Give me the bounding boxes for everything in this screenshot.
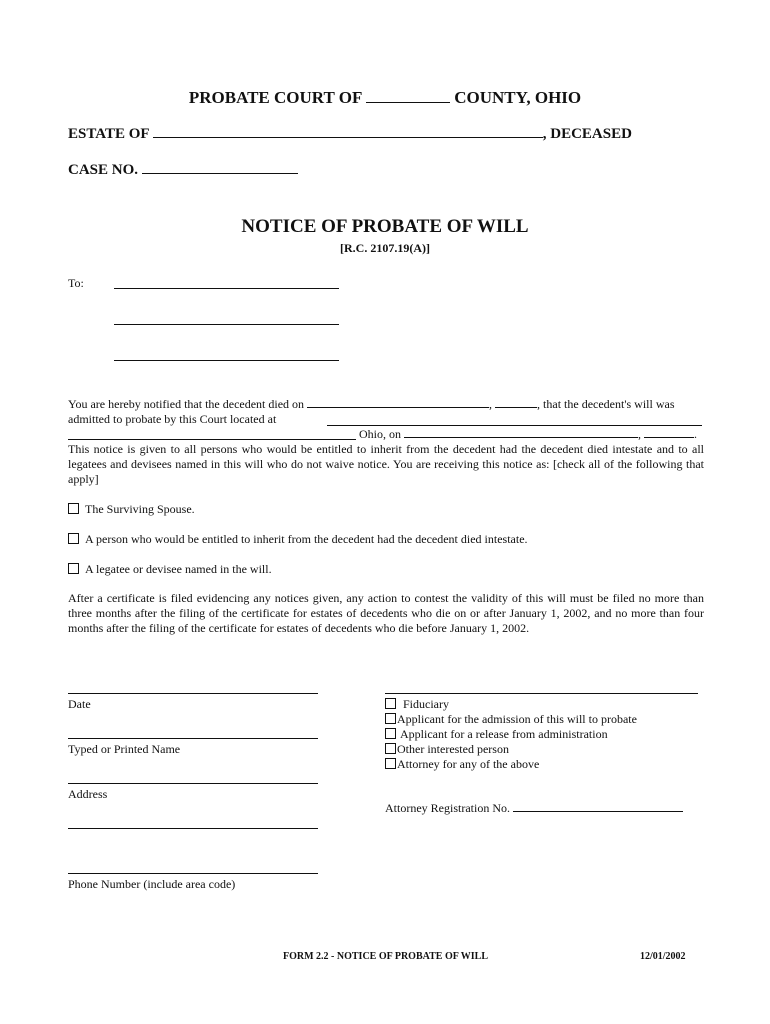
checkbox-attorney[interactable] <box>385 758 396 769</box>
checkbox-interested-person[interactable] <box>385 743 396 754</box>
role-row-applicant-admission[interactable] <box>385 712 637 727</box>
probate-date-label: Ohio, on <box>359 427 401 441</box>
notice-paragraph: This notice is given to all persons who would be entitled to inherit from the decedent had the decedent died intestate and to all legatees and devisees named in this will who do not waive notice. You are receiving this notice as: [check all of the following that apply] <box>68 442 704 486</box>
role-label-interested-person: Other interested person <box>397 742 509 756</box>
role-row-attorney[interactable] <box>385 757 539 772</box>
death-date-label: You are hereby notified that the decedent died on <box>68 397 305 411</box>
role-label-attorney: Attorney for any of the above <box>397 757 540 771</box>
footer-form-name: FORM 2.2 - NOTICE OF PROBATE OF WILL <box>283 951 489 962</box>
checkbox-label-legatee: A legatee or devisee named in the will. <box>85 562 272 576</box>
county-field[interactable] <box>366 102 450 103</box>
name-signature-line[interactable] <box>68 738 318 739</box>
case-line <box>68 162 298 179</box>
date-label: Date <box>68 697 91 711</box>
recipient-line-1[interactable] <box>114 288 339 289</box>
statute-reference: [R.C. 2107.19(A)] <box>340 241 430 255</box>
notice-line-1 <box>68 397 704 412</box>
notice-line-2 <box>68 412 276 427</box>
to-label: To: <box>68 276 84 290</box>
role-row-interested-person[interactable] <box>385 742 509 757</box>
checkbox-row-heir[interactable] <box>68 532 528 547</box>
checkbox-row-legatee[interactable] <box>68 562 272 577</box>
case-number-field[interactable] <box>142 173 298 174</box>
checkbox-legatee-devisee[interactable] <box>68 563 79 574</box>
estate-line <box>68 126 632 143</box>
death-year-field[interactable] <box>495 407 537 408</box>
estate-suffix: , DECEASED <box>542 126 632 142</box>
court-prefix: PROBATE COURT OF <box>188 88 362 107</box>
checkbox-row-spouse[interactable] <box>68 502 195 517</box>
case-label: CASE NO. <box>68 162 139 178</box>
probate-date-period: . <box>694 427 697 441</box>
checkbox-fiduciary[interactable] <box>385 698 396 709</box>
document-title: NOTICE OF PROBATE OF WILL <box>241 216 529 237</box>
date-signature-line[interactable] <box>68 693 318 694</box>
death-date-comma: , <box>489 397 493 411</box>
address-line-2[interactable] <box>68 828 318 829</box>
checkbox-surviving-spouse[interactable] <box>68 503 79 514</box>
probate-date-field[interactable] <box>404 437 638 438</box>
attorney-registration-field[interactable] <box>513 811 683 812</box>
role-row-fiduciary[interactable] <box>385 697 449 712</box>
estate-name-field[interactable] <box>153 137 543 138</box>
will-admitted-text: , that the decedent's will was <box>537 397 675 411</box>
name-label: Typed or Printed Name <box>68 742 181 756</box>
role-row-applicant-release[interactable] <box>385 727 608 742</box>
phone-label: Phone Number (include area code) <box>68 877 236 891</box>
probate-year-field[interactable] <box>644 437 694 438</box>
court-suffix: COUNTY, OHIO <box>454 88 582 107</box>
signer-signature-line[interactable] <box>385 693 698 694</box>
checkbox-applicant-release[interactable] <box>385 728 396 739</box>
estate-prefix: ESTATE OF <box>68 126 149 142</box>
checkbox-intestate-heir[interactable] <box>68 533 79 544</box>
footer-date: 12/01/2002 <box>640 951 686 962</box>
address-line-1[interactable] <box>68 783 318 784</box>
role-label-fiduciary: Fiduciary <box>403 697 449 711</box>
court-location-field-2[interactable] <box>68 439 356 440</box>
contest-paragraph: After a certificate is filed evidencing any notices given, any action to contest the validity of this will must be filed no more than three months after the filing of the certificate for estates of decedents who die on or after January 1, 2002, and no more than four months after the filing of the certificate for estates of decedents who die before January 1, 2002. <box>68 591 704 635</box>
phone-line[interactable] <box>68 873 318 874</box>
checkbox-label-heir: A person who would be entitled to inherit from the decedent had the decedent died intestate. <box>85 532 528 546</box>
recipient-line-3[interactable] <box>114 360 339 361</box>
probate-date-comma: , <box>638 427 641 441</box>
court-location-label: admitted to probate by this Court located at <box>68 412 277 426</box>
checkbox-applicant-admission[interactable] <box>385 713 396 724</box>
address-label: Address <box>68 787 108 801</box>
attorney-registration <box>385 801 683 816</box>
role-label-applicant-release: Applicant for a release from administration <box>400 727 608 741</box>
court-location-field[interactable] <box>327 425 702 426</box>
death-date-field[interactable] <box>307 407 489 408</box>
role-label-applicant-admission: Applicant for the admission of this will to probate <box>397 712 637 726</box>
notice-line-3 <box>359 427 697 442</box>
recipient-line-2[interactable] <box>114 324 339 325</box>
checkbox-label-spouse: The Surviving Spouse. <box>85 502 195 516</box>
court-heading <box>0 88 770 108</box>
attorney-registration-label: Attorney Registration No. <box>385 801 510 815</box>
